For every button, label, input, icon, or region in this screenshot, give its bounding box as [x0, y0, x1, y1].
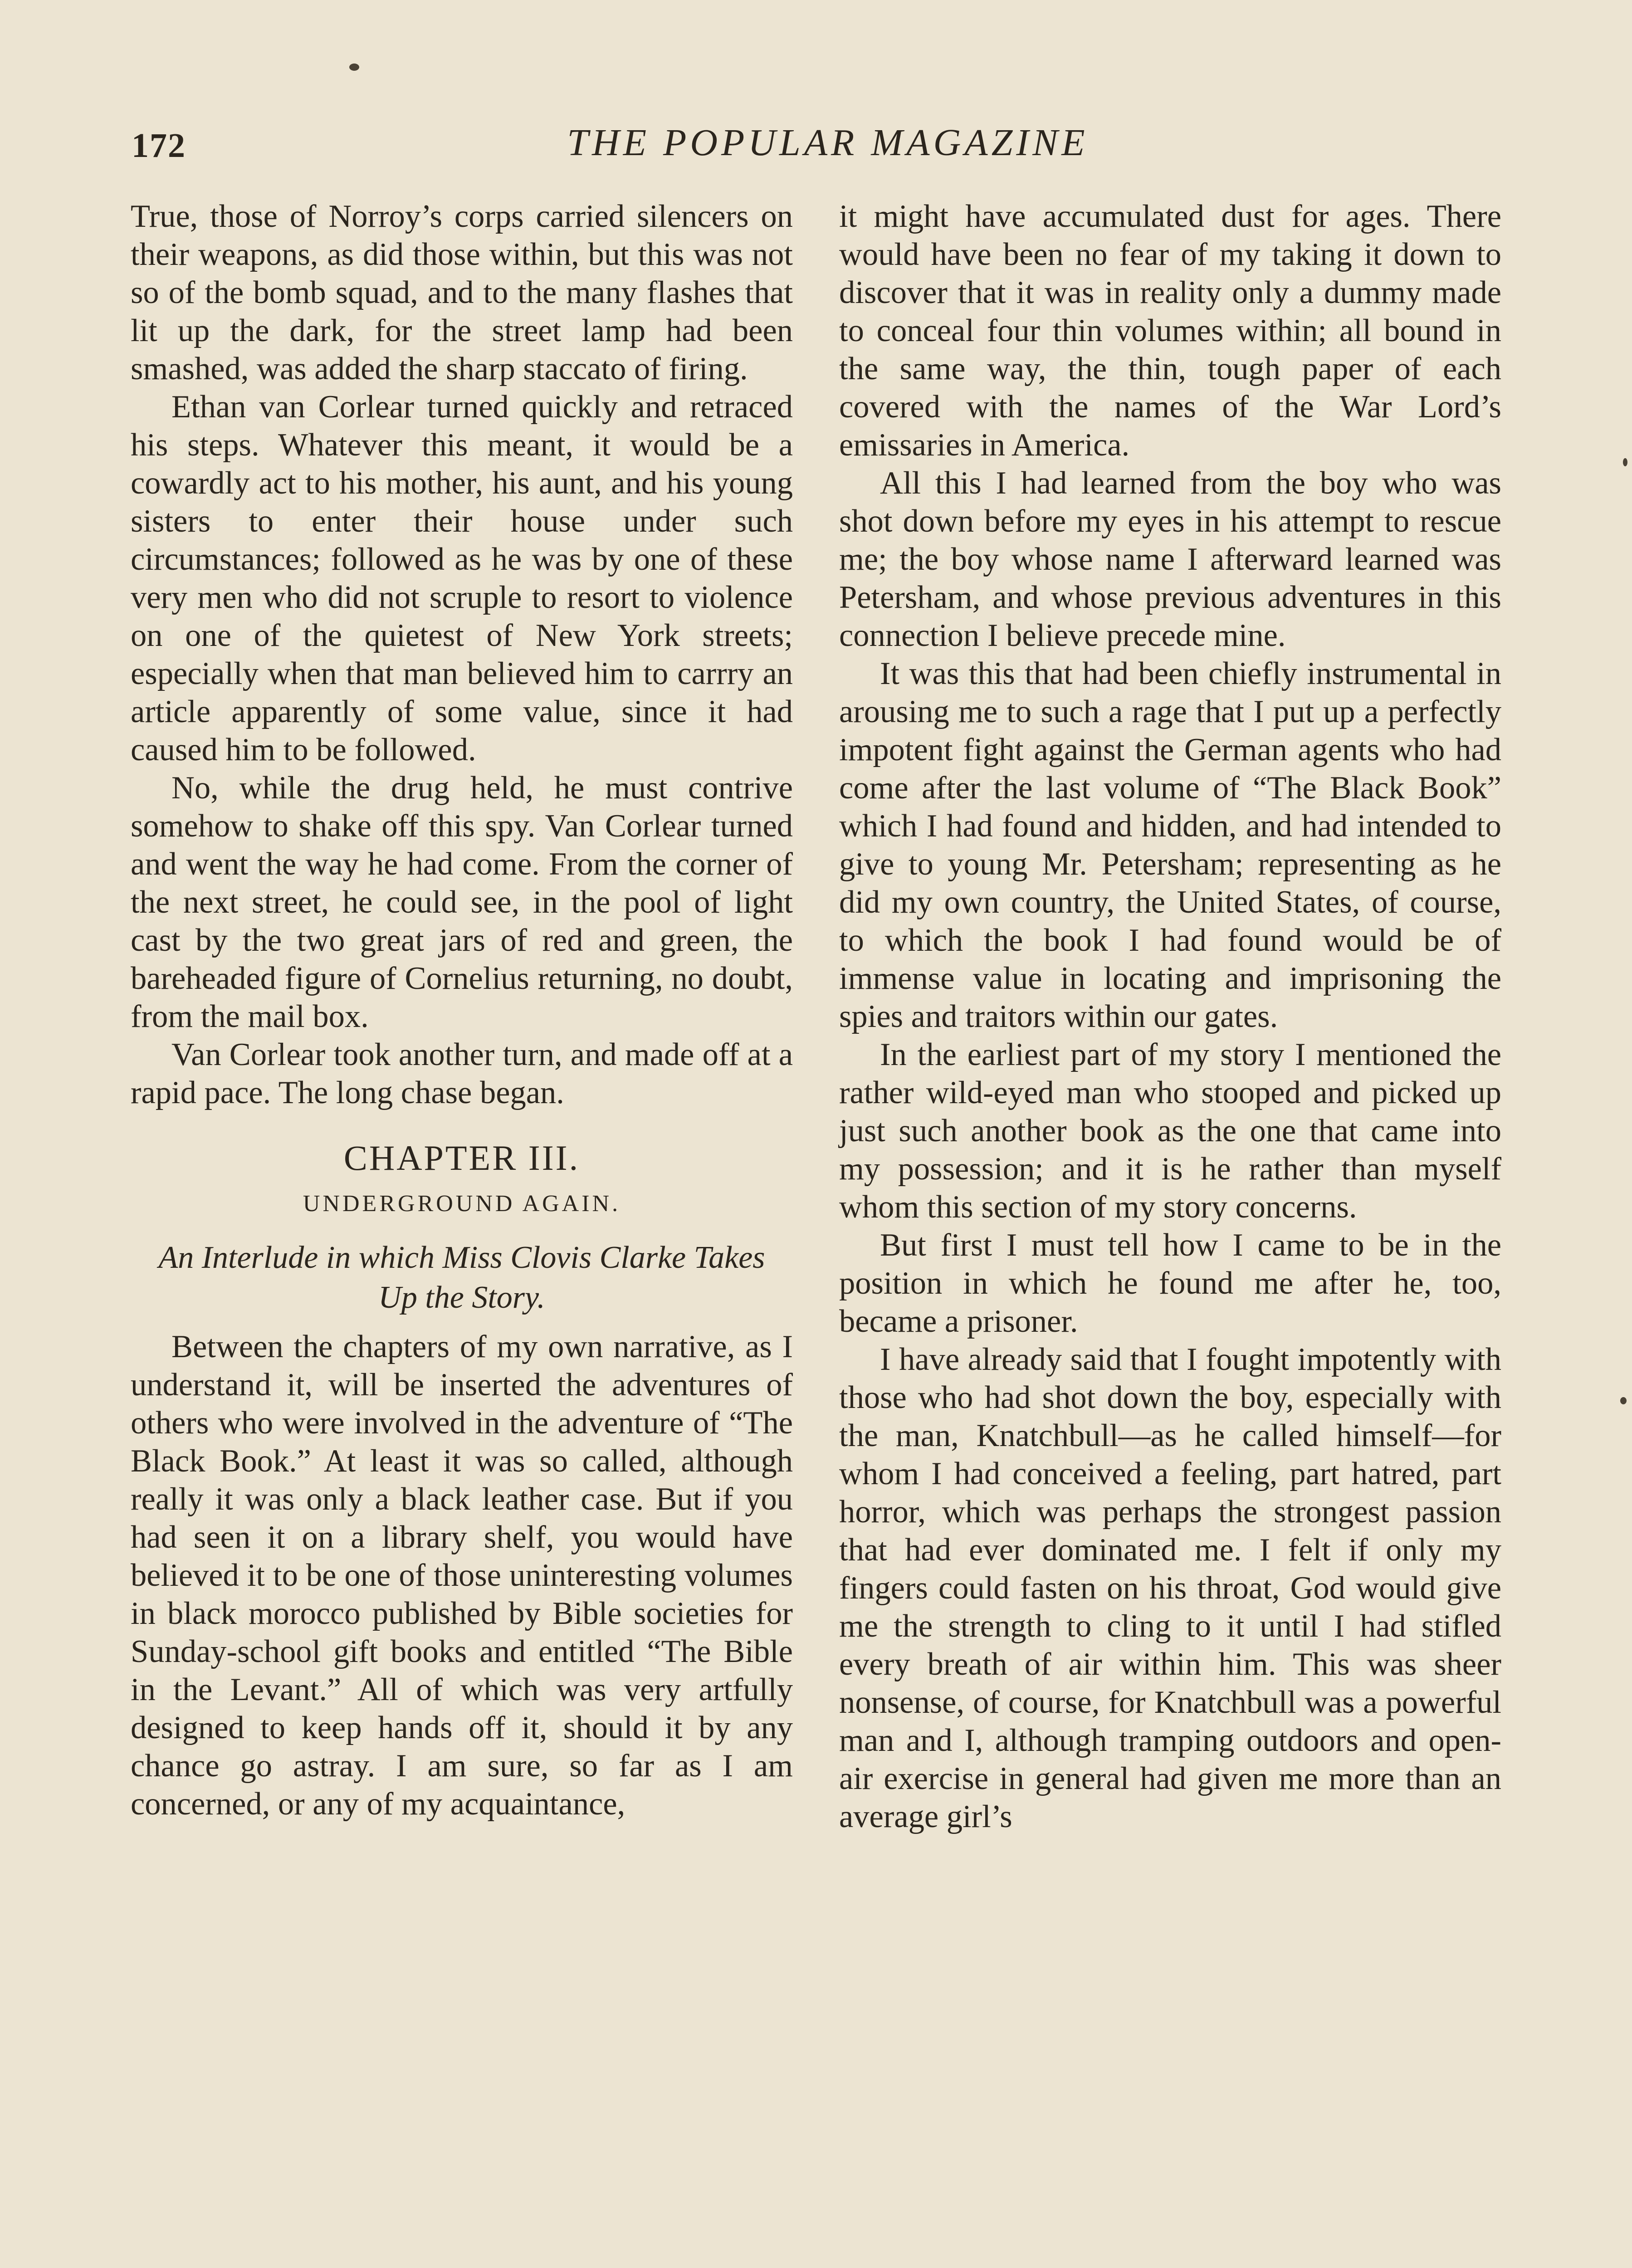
paragraph: Van Corlear took another turn, and made off at a rapid pace. The long chase began. [131, 1037, 793, 1110]
paragraph: True, those of Norroy’s corps carried silencers on their weapons, as did those within, but this was not so of the bomb squad, and to the many flashes that lit up the dark, for the street lamp had been smashed, was added the sharp staccato of firing. [131, 199, 793, 386]
ink-speck [349, 64, 359, 71]
chapter-heading: CHAPTER III. [343, 1138, 580, 1178]
interlude-subheading: An Interlude in which Miss Clovis Clarke Takes Up the Story. [158, 1240, 765, 1315]
right-column [839, 197, 1501, 1836]
paragraph: Ethan van Corlear turned quickly and retraced his steps. Whatever this meant, it would be a cowardly act to his mother, his aunt, and his young sisters to enter their house under such circumstances; followed as he was by one of these very men who did not scruple to resort to violence on one of the quietest of New York streets; especially when that man believed him to carrry an article apparently of some value, since it had caused him to be followed. [131, 389, 793, 767]
paragraph: it might have accumulated dust for ages. There would have been no fear of my taking it down to discover that it was in reality only a dummy made to conceal four thin volumes within; all bound in the same way, the thin, tough paper of each covered with the names of the War Lord’s emissaries in America. [839, 199, 1501, 463]
paragraph: No, while the drug held, he must contrive somehow to shake off this spy. Van Corlear turned and went the way he had come. From the corner of the next street, he could see, in the pool of light cast by the two great jars of red and green, the bareheaded figure of Cornelius returning, no doubt, from the mail box. [131, 770, 793, 1034]
running-title: THE POPULAR MAGAZINE [567, 122, 1089, 164]
paragraph: I have already said that I fought impotently with those who had shot down the boy, especially with the man, Knatchbull—as he called himself—for whom I had conceived a feeling, part hatred, part horror, which was perhaps the strongest passion that had ever dominated me. I felt if only my fingers could fasten on his throat, God would give me the strength to cling to it until I had stifled every breath of air within him. This was sheer nonsense, of course, for Knatchbull was a powerful man and I, although tramping outdoors and open-air exercise in general had given me more than an average girl’s [839, 1342, 1501, 1834]
paragraph: Between the chapters of my own narrative, as I understand it, will be inserted the adventures of others who were involved in the adventure of “The Black Book.” At least it was so called, although really it was only a black leather case. But if you had seen it on a library shelf, you would have believed it to be one of those uninteresting volumes in black morocco published by Bible societies for Sunday-school gift books and entitled “The Bible in the Levant.” All of which was very artfully designed to keep hands off it, should it by any chance go astray. I am sure, so far as I am concerned, or any of my acquaintance, [131, 1329, 793, 1822]
page-number: 172 [132, 127, 186, 165]
left-column [131, 197, 793, 1823]
paragraph: All this I had learned from the boy who was shot down before my eyes in his attempt to rescue me; the boy whose name I afterward learned was Petersham, and whose previous adventures in this connection I believe precede mine. [839, 465, 1501, 653]
chapter-subtitle: UNDERGROUND AGAIN. [303, 1191, 621, 1217]
page-header [127, 117, 1510, 167]
ink-speck [1620, 1397, 1627, 1404]
paragraph: But first I must tell how I came to be in the position in which he found me after he, too, became a prisoner. [839, 1227, 1501, 1339]
paragraph: It was this that had been chiefly instrumental in arousing me to such a rage that I put up a perfectly impotent fight against the German agents who had come after the last volume of “The Black Book” which I had found and hidden, and had intended to give to young Mr. Petersham; representing as he did my own country, the United States, of course, to which the book I had found would be of immense value in locating and imprisoning the spies and traitors within our gates. [839, 656, 1501, 1034]
ink-speck [1623, 458, 1627, 466]
paragraph: In the earliest part of my story I mentioned the rather wild-eyed man who stooped and picked up just such another book as the one that came into my possession; and it is he rather than myself whom this section of my story concerns. [839, 1037, 1501, 1225]
